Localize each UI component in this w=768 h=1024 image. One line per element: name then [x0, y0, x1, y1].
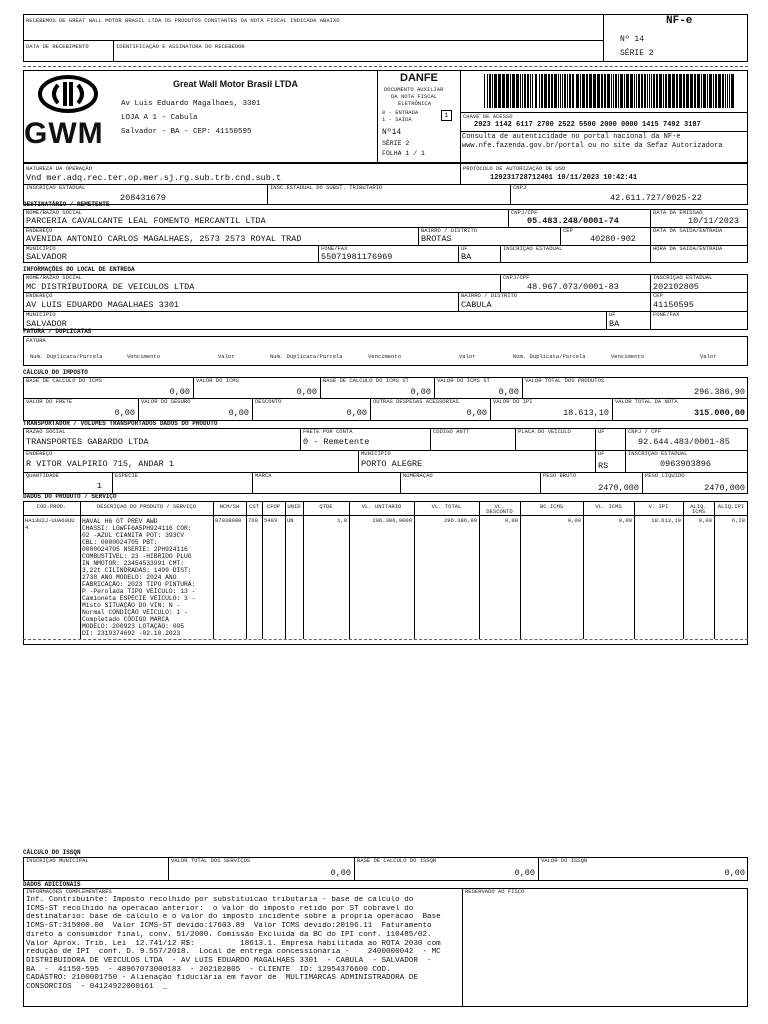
- barcode-bar: [551, 74, 553, 108]
- seguro: 0,00: [228, 408, 249, 418]
- fatura: [23, 336, 748, 366]
- dest-municipio-label: MUNICÍPIO: [26, 245, 56, 252]
- prod-cfop: 5403: [264, 517, 278, 524]
- barcode-bar: [727, 74, 728, 108]
- transp-cnpj-label: CNPJ / CPF: [628, 428, 662, 435]
- prod-bcicms: 0,00: [567, 517, 581, 524]
- prod-header: CFOP: [266, 504, 281, 510]
- prod-qtde: 1,0: [337, 517, 347, 524]
- danfe-saida: 1 - SAÍDA: [382, 116, 412, 123]
- inf-comp-line: destinatario: base de calculo e o valor do imposto incidente sobre a propria operacao Base: [26, 913, 441, 922]
- ent-cep: 41150595: [653, 300, 694, 310]
- barcode-bar: [516, 74, 519, 108]
- barcode-bar: [510, 74, 511, 108]
- fatura-col-label: Vencimento: [611, 353, 645, 360]
- gwm-logo-text: GWM: [24, 117, 104, 150]
- prod-desc-line: 0000024705 NSERIE: 2PH924116: [82, 546, 188, 553]
- dest-fone: 55071981176969: [321, 252, 393, 262]
- imposto-section: CÁLCULO DO IMPOSTO: [23, 369, 88, 376]
- prod-ncm: 87038000: [215, 517, 242, 524]
- prod-aliqicms: 0,00: [698, 517, 712, 524]
- entrega-section: INFORMAÇÕES DO LOCAL DE ENTREGA: [23, 266, 135, 273]
- ent-bairro-label: BAIRRO / DISTRITO: [461, 292, 518, 299]
- inf-comp-line: direto a consumidor final, conv. 51/2000. Comissão Excluída da BC do IPI conf. 110485/02.: [26, 930, 432, 939]
- protocolo-label: PROTOCOLO DE AUTORIZAÇÃO DE USO: [463, 165, 566, 172]
- barcode-bar: [535, 74, 537, 108]
- prod-desc-line: IN NMOTOR: 23454533991 CMT:: [82, 560, 185, 567]
- inf-comp-line: ICMS-ST:315000.00 Valor ICMS-ST devido:17603.89 Valor ICMS devido:20196.11 Faturamento: [26, 922, 432, 931]
- barcode-bar: [644, 74, 646, 108]
- barcode-bar: [697, 74, 700, 108]
- dest-emissao-label: DATA DA EMISSÃO: [653, 209, 703, 216]
- prod-col-divider: [262, 501, 263, 639]
- barcode-bar: [615, 74, 617, 108]
- prod-header: BC.ICMS: [539, 504, 564, 510]
- barcode-bar: [541, 74, 543, 108]
- barcode-bar: [715, 74, 717, 108]
- inf-comp-line: BA - 41150-595 - 48967073000183 - 202102805 - CLIENTE ID: 12954376600 COD.: [26, 965, 391, 974]
- transp-antt-label: CÓDIGO ANTT: [433, 428, 470, 435]
- gwm-logo-icon: [36, 74, 100, 114]
- barcode-bar: [630, 74, 633, 108]
- inf-comp-line: redução de IPI conf. D. 9.557/2018. Local de entrega concessionária - 2400000042 - MC: [26, 948, 441, 957]
- prod-header: UNID: [287, 504, 301, 510]
- ie-label: INSCRIÇÃO ESTADUAL: [26, 184, 86, 191]
- barcode-bar: [506, 74, 509, 108]
- v-prod: 296.386,90: [693, 387, 745, 397]
- inf-comp-line: CADASTRO: 2100001750 - Alienação fiduciária em favor de MULTIMARCAS ADMINISTRADORA DE: [26, 974, 418, 983]
- ent-fone-label: FONE/FAX: [653, 311, 680, 318]
- barcode-bar: [494, 74, 497, 108]
- ipi: 18.613,10: [563, 408, 609, 418]
- issqn-vserv-label: VALOR TOTAL DOS SERVIÇOS: [171, 857, 251, 864]
- prod-description: [82, 518, 214, 637]
- prod-header: ALIQ. ICMS: [690, 504, 707, 514]
- barcode-bar: [524, 74, 526, 108]
- transp-razao: TRANSPORTES GABARDO LTDA: [26, 437, 149, 447]
- dest-saida-label: DATA DA SAÍDA/ENTRADA: [653, 227, 723, 234]
- desconto-label: DESCONTO: [255, 398, 282, 405]
- transp-marca-label: MARCA: [255, 472, 272, 479]
- barcode-bar: [607, 74, 610, 108]
- prod-desc-line: Misto SITUAÇÃO DO VIN: N -: [82, 602, 181, 609]
- fatura-col-label: Num. Duplicata/Parcela: [270, 353, 343, 360]
- dest-endereco-label: ENDEREÇO: [26, 227, 53, 234]
- danfe-tipo: 1: [441, 110, 452, 121]
- dest-cep-label: CEP: [563, 227, 573, 234]
- ent-cep-label: CEP: [653, 292, 663, 299]
- ent-cnpj: 48.967.073/0001-83: [527, 282, 619, 292]
- prod-col-divider: [303, 501, 304, 639]
- barcode-bar: [544, 74, 547, 108]
- ent-nome-label: NOME/RAZÃO SOCIAL: [26, 274, 83, 281]
- prod-desc-line: MODELO: 200923 LOTAÇÃO: 005: [82, 623, 185, 630]
- transp-uf-label: UF: [598, 428, 605, 435]
- barcode-bar: [694, 74, 696, 108]
- prod-desc-line: Normal CONDIÇÃO VEÍCULO: 1 -: [82, 609, 188, 616]
- barcode-bar: [634, 74, 635, 108]
- ie-value: 208431679: [120, 193, 166, 203]
- prod-cst: 760: [248, 517, 258, 524]
- barcode-bar: [729, 74, 730, 108]
- ent-uf-label: UF: [609, 311, 616, 318]
- frete: 0,00: [114, 408, 135, 418]
- transp-uf2-label: UF: [598, 450, 605, 457]
- barcode-bar: [725, 74, 726, 108]
- inf-comp-line: CONSORCIOS - 04124922000161 _: [26, 983, 168, 992]
- barcode-bar: [522, 74, 523, 108]
- fatura-col-label: Num. Duplicata/Parcela: [513, 353, 586, 360]
- danfe-subtitle1: DOCUMENTO AUXILIAR: [384, 86, 444, 93]
- transp-frete-label: FRETE POR CONTA: [303, 428, 353, 435]
- ent-nome: MC DISTRIBUIDORA DE VEICULOS LTDA: [26, 282, 195, 292]
- barcode-bar: [562, 74, 563, 108]
- ent-cnpj-label: CNPJ/CPF: [503, 274, 530, 281]
- transp-municipio-label: MUNICÍPIO: [361, 450, 391, 457]
- total-label: VALOR TOTAL DA NOTA: [615, 398, 678, 405]
- prod-cod2: 4: [25, 524, 29, 531]
- fatura-col-label: Valor: [459, 353, 476, 360]
- ent-municipio-label: MUNICÍPIO: [26, 311, 56, 318]
- transp-razao-label: RAZÃO SOCIAL: [26, 428, 66, 435]
- barcode-bar: [651, 74, 652, 108]
- dest-nome: PARCERIA CAVALCANTE LEAL FOMENTO MERCANTIL LTDA: [26, 216, 266, 226]
- reservado-label: RESERVADO AO FISCO: [465, 888, 525, 895]
- protocolo-value: 129231728712401 10/11/2023 10:42:41: [490, 174, 638, 182]
- transp-numeracao-label: NUMERAÇÃO: [403, 472, 433, 479]
- barcode-bar: [560, 74, 561, 108]
- barcode-bar: [663, 74, 664, 108]
- prod-col-divider: [80, 501, 81, 639]
- prod-desc-line: CHASSI: LGWFF6A5PH924116 COR:: [82, 525, 192, 532]
- barcode-bar: [653, 74, 655, 108]
- issqn-section: CÁLCULO DO ISSQN: [23, 849, 81, 856]
- prod-desc-line: FABRICAÇÃO: 2023 TIPO PINTURA:: [82, 581, 196, 588]
- barcode-bar: [593, 74, 596, 108]
- transp-cnpj: 92.644.483/0001-85: [638, 437, 730, 447]
- canhoto-text: RECEBEMOS DE GREAT WALL MOTOR BRASIL LTDA OS PRODUTOS CONSTANTES DA NOTA FISCAL INDICADA ABAIXO: [26, 17, 340, 24]
- transp-ie: 0963903896: [660, 459, 712, 469]
- canhoto-date-label: DATA DE RECEBIMENTO: [26, 43, 89, 50]
- barcode-bar: [620, 74, 623, 108]
- natureza-label: NATUREZA DA OPERAÇÃO: [26, 165, 93, 172]
- barcode-bar: [668, 74, 671, 108]
- prod-desc-line: 2738 ANO MODELO: 2024 ANO: [82, 574, 177, 581]
- v-st: 0,00: [498, 387, 519, 397]
- v-st-label: VALOR DO ICMS ST: [437, 377, 490, 384]
- transportador-section: TRANSPORTADOR / VOLUMES TRANSPORTADOS DADOS DO PRODUTO: [23, 420, 218, 427]
- barcode-bar: [601, 74, 603, 108]
- barcode-bar: [492, 74, 493, 108]
- ent-endereco: AV LUIS EDUARDO MAGALHAES 3301: [26, 300, 180, 310]
- danfe-folha: FOLHA 1 / 1: [382, 150, 425, 157]
- barcode-bar: [618, 74, 619, 108]
- barcode-bar: [572, 74, 574, 108]
- emitente-address3: Salvador - BA - CEP: 41150595: [121, 128, 252, 136]
- bc-icms: 0,00: [169, 387, 190, 397]
- prod-header: QTDE: [319, 504, 333, 510]
- inf-comp-line: Valor Aprox. Trib. Lei 12.741/12 R$: 18613.1. Empresa habilitada ao ROTA 2030 com: [26, 939, 441, 948]
- seguro-label: VALOR DO SEGURO: [141, 398, 191, 405]
- barcode-bar: [709, 74, 712, 108]
- prod-desc-line: 3,22t CILINDRADAS: 1499 DIST:: [82, 567, 192, 574]
- ent-ie-label: INSCRIÇÃO ESTADUAL: [653, 274, 713, 281]
- danfe-subtitle2: DA NOTA FISCAL: [391, 93, 438, 100]
- cut-line: [23, 66, 748, 67]
- fatura-col-label: Vencimento: [127, 353, 161, 360]
- prod-vicms: 0,00: [618, 517, 632, 524]
- prod-unid: UN: [287, 517, 294, 524]
- prod-aliqipi: 6,28: [731, 517, 745, 524]
- inf-comp-line: DISTRIBUIDORA DE VEICULOS LTDA - AV LUIS EDUARDO MAGALHAES 3301 - CABULA - SALVADOR -: [26, 956, 432, 965]
- barcode-bar: [498, 74, 501, 108]
- barcode-bar: [707, 74, 708, 108]
- transp-ie-label: INSCRIÇÃO ESTADUAL: [628, 450, 688, 457]
- barcode-bar: [649, 74, 650, 108]
- barcode-bar: [604, 74, 606, 108]
- destinatario-section: DESTINATÁRIO / REMETENTE: [23, 201, 110, 208]
- prod-col-divider: [285, 501, 286, 639]
- prod-header: V. IPI: [648, 504, 669, 510]
- barcode-bar: [656, 74, 658, 108]
- prod-header: ALIQ.IPI: [717, 504, 745, 510]
- barcode-bar: [520, 74, 521, 108]
- fatura-label: FATURA: [26, 337, 46, 344]
- iest-label: INSC.ESTADUAL DO SUBST. TRIBUTÁRIO: [270, 184, 383, 191]
- transp-placa-label: PLACA DO VEÍCULO: [518, 428, 571, 435]
- barcode-bar: [484, 74, 485, 108]
- dest-cnpj-label: CNPJ/CPF: [511, 209, 538, 216]
- barcode-bar: [597, 74, 600, 108]
- barcode-bar: [567, 74, 568, 108]
- canhoto-numero: Nº 14: [620, 35, 645, 44]
- dest-bairro-label: BAIRRO / DISTRITO: [421, 227, 478, 234]
- adicionais-section: DADOS ADICIONAIS: [23, 881, 81, 888]
- outras-label: OUTRAS DESPESAS ACESSÓRIAS: [373, 398, 459, 405]
- transp-endereco-label: ENDEREÇO: [26, 450, 53, 457]
- transp-qtd: 1: [96, 481, 102, 491]
- barcode-bar: [647, 74, 648, 108]
- ent-bairro: CABULA: [461, 300, 492, 310]
- prod-desc-line: HAVAL H6 GT PREV AWD: [82, 518, 158, 525]
- prod-desc-line: DI: 2319374692 -02.10.2023: [82, 630, 181, 637]
- prod-cod: HA13U2J-UUA60UU: [25, 517, 75, 524]
- barcode-bar: [582, 74, 585, 108]
- fatura-col-label: Num. Duplicata/Parcela: [30, 353, 103, 360]
- dest-ie-label: INSCRIÇÃO ESTADUAL: [503, 245, 563, 252]
- prod-desc-line: P -Perolada TIPO VEÍCULO: 13 -: [82, 588, 196, 595]
- bc-st: 0,00: [410, 387, 431, 397]
- bc-st-label: BASE DE CÁLCULO DO ICMS ST: [323, 377, 409, 384]
- emitente-name: Great Wall Motor Brasil LTDA: [173, 79, 299, 89]
- desconto: 0,00: [346, 408, 367, 418]
- transp-municipio: PORTO ALEGRE: [361, 459, 423, 469]
- barcode-bar: [683, 74, 685, 108]
- barcode-bar: [672, 74, 675, 108]
- barcode-bar: [554, 74, 557, 108]
- transp-peso-bruto: 2470,000: [598, 483, 639, 493]
- barcode-bar: [636, 74, 637, 108]
- prod-desc-line: CBL: 0000024705 PBT:: [82, 539, 158, 546]
- prod-header: COD.PROD.: [36, 504, 67, 510]
- barcode-bar: [576, 74, 579, 108]
- dest-hora-label: HORA DA SAÍDA/ENTRADA: [653, 245, 723, 252]
- fatura-col-label: Valor: [700, 353, 717, 360]
- prod-header: DESCRIÇÃO DO PRODUTO / SERVIÇO: [96, 504, 197, 510]
- transp-peso-liq: 2470,000: [704, 483, 745, 493]
- danfe-entrada: 0 - ENTRADA: [382, 109, 419, 116]
- cnpj-value: 42.611.727/0025-22: [610, 193, 702, 203]
- chave-consulta: Consulta de autenticidade no portal nacional da NF-e www.nfe.fazenda.gov.br/portal ou no site da Sefaz Autorizadora: [462, 133, 723, 150]
- barcode-bar: [713, 74, 714, 108]
- barcode-bar: [527, 74, 529, 108]
- prod-vtotal: 296.386,90: [443, 517, 477, 524]
- barcode-bar: [530, 74, 531, 108]
- fatura-section: FATURA / DUPLICATAS: [23, 328, 92, 335]
- dest-uf-label: UF: [461, 245, 468, 252]
- barcode: [484, 74, 734, 108]
- v-icms: 0,00: [296, 387, 317, 397]
- produtos-section: DADOS DO PRODUTO / SERVIÇO: [23, 493, 117, 500]
- issqn-v: 0,00: [724, 868, 745, 878]
- canhoto-sig-label: IDENTIFICAÇÃO E ASSINATURA DO RECEBEDOR: [116, 43, 245, 50]
- dest-endereco: AVENIDA ANTONIO CARLOS MAGALHAES, 2573 2573 ROYAL TRAD: [26, 234, 302, 244]
- barcode-bar: [611, 74, 612, 108]
- dest-cep: 40280-902: [590, 234, 636, 244]
- prod-header: VL. TOTAL: [431, 504, 462, 510]
- barcode-bar: [487, 74, 488, 108]
- prod-header: VL. UNITÁRIO: [361, 504, 402, 510]
- issqn-v-label: VALOR DO ISSQN: [541, 857, 588, 864]
- outras: 0,00: [466, 408, 487, 418]
- barcode-bar: [686, 74, 689, 108]
- fatura-col-label: Vencimento: [368, 353, 402, 360]
- natureza-value: Vnd mer.adq.rec.ter.op.mer.sj.rg.sub.trb.cnd.sub.t: [26, 173, 282, 183]
- ent-municipio: SALVADOR: [26, 319, 67, 329]
- prod-header: VL. DESCONTO: [486, 504, 513, 514]
- issqn-bc: 0,00: [514, 868, 535, 878]
- barcode-bar: [613, 74, 614, 108]
- barcode-bar: [564, 74, 566, 108]
- danfe-serie: SÉRIE 2: [382, 140, 410, 147]
- prod-desc-line: COMBUSTÍVEL: 23 -HIBRIDO PLUG: [82, 553, 192, 560]
- barcode-bar: [569, 74, 571, 108]
- barcode-bar: [589, 74, 592, 108]
- transp-frete: 0 - Remetente: [303, 437, 370, 447]
- inf-comp-line: Inf. Contribuinte: Imposto recolhido por substituicao tributaria - base de calculo do: [26, 896, 414, 904]
- barcode-bar: [548, 74, 550, 108]
- barcode-bar: [703, 74, 706, 108]
- barcode-bar: [502, 74, 505, 108]
- barcode-bar: [532, 74, 533, 108]
- prod-header: NCM/SH: [219, 504, 240, 510]
- barcode-bar: [626, 74, 629, 108]
- dest-fone-label: FONE/FAX: [321, 245, 348, 252]
- transp-uf2: RS: [598, 461, 609, 471]
- barcode-bar: [558, 74, 559, 108]
- dest-emissao: 10/11/2023: [688, 216, 740, 226]
- barcode-bar: [676, 74, 678, 108]
- issqn-bc-label: BASE DE CÁLCULO DO ISSQN: [357, 857, 437, 864]
- prod-vunit: 296.386,9000: [372, 517, 412, 524]
- prod-desc-line: Completado CÓDIGO MARCA: [82, 616, 169, 623]
- barcode-bar: [580, 74, 581, 108]
- transp-endereco: R VITOR VALPIRIO 715, ANDAR 1: [26, 459, 174, 469]
- canhoto-serie: SÉRIE 2: [620, 49, 654, 58]
- prod-desc-line: 02 -AZUL CIANITA POT: 393CV: [82, 532, 185, 539]
- prod-vipi: 18.613,10: [651, 517, 681, 524]
- barcode-bar: [659, 74, 662, 108]
- barcode-bar: [641, 74, 643, 108]
- bc-icms-label: BASE DE CÁLCULO DO ICMS: [26, 377, 102, 384]
- transp-peso-liq-label: PESO LÍQUIDO: [645, 472, 685, 479]
- dest-nome-label: NOME/RAZÃO SOCIAL: [26, 209, 83, 216]
- danfe-numero: Nº14: [382, 128, 402, 137]
- danfe-title: DANFE: [400, 72, 438, 84]
- issqn-vserv: 0,00: [330, 868, 351, 878]
- total: 315.000,00: [693, 408, 745, 418]
- transp-especie-label: ESPÉCIE: [115, 472, 139, 479]
- prod-header: CST: [249, 504, 259, 510]
- prod-vdesc: 0,00: [504, 517, 518, 524]
- barcode-bar: [679, 74, 682, 108]
- ent-uf: BA: [609, 319, 620, 329]
- transp-qtd-label: QUANTIDADE: [26, 472, 60, 479]
- ent-endereco-label: ENDEREÇO: [26, 292, 53, 299]
- ipi-label: VALOR DO IPI: [493, 398, 533, 405]
- issqn-im-label: INSCRIÇÃO MUNICIPAL: [26, 857, 89, 864]
- barcode-bar: [624, 74, 625, 108]
- barcode-bar: [586, 74, 588, 108]
- transp-peso-bruto-label: PESO BRUTO: [543, 472, 577, 479]
- inf-comp-line: ICMS-ST recolhido na operacao anterior: o valor do imposto retido por ST cobravel do: [26, 904, 414, 913]
- canhoto-nfe: NF-e: [666, 15, 693, 27]
- dest-uf: BA: [461, 252, 472, 262]
- cnpj-label: CNPJ: [513, 184, 527, 191]
- danfe-subtitle3: ELETRÔNICA: [398, 100, 432, 107]
- prod-desc-line: Camioneta ESPÉCIE VEÍCULO: 3 -: [82, 595, 196, 602]
- barcode-bar: [690, 74, 693, 108]
- barcode-bar: [539, 74, 540, 108]
- dest-bairro: BROTAS: [421, 234, 452, 244]
- ent-ie: 202102805: [653, 282, 699, 292]
- v-prod-label: VALOR TOTAL DOS PRODUTOS: [525, 377, 605, 384]
- barcode-bar: [638, 74, 640, 108]
- frete-label: VALOR DO FRETE: [26, 398, 73, 405]
- barcode-bar: [701, 74, 702, 108]
- prod-col-divider: [246, 501, 247, 639]
- inf-comp-label: INFORMAÇÕES COMPLEMENTARES: [26, 888, 112, 895]
- inf-comp-text: [26, 896, 460, 992]
- emitente-address1: Av Luis Eduardo Magalhaes, 3301: [121, 100, 261, 108]
- emitente-address2: LOJA A 1 - Cabula: [121, 114, 198, 122]
- v-icms-label: VALOR DO ICMS: [196, 377, 239, 384]
- barcode-bar: [512, 74, 515, 108]
- dest-municipio: SALVADOR: [26, 252, 67, 262]
- dest-cnpj: 05.483.248/0001-74: [527, 216, 619, 226]
- barcode-bar: [665, 74, 667, 108]
- chave-label: CHAVE DE ACESSO: [463, 113, 513, 120]
- barcode-bar: [718, 74, 721, 108]
- fatura-col-label: Valor: [218, 353, 235, 360]
- barcode-bar: [722, 74, 724, 108]
- prod-header: VL. ICMS: [595, 504, 622, 510]
- barcode-bar: [731, 74, 734, 108]
- barcode-bar: [489, 74, 491, 108]
- chave-value: 2923 1142 6117 2700 2522 5500 2000 0000 1415 7492 3187: [474, 121, 701, 129]
